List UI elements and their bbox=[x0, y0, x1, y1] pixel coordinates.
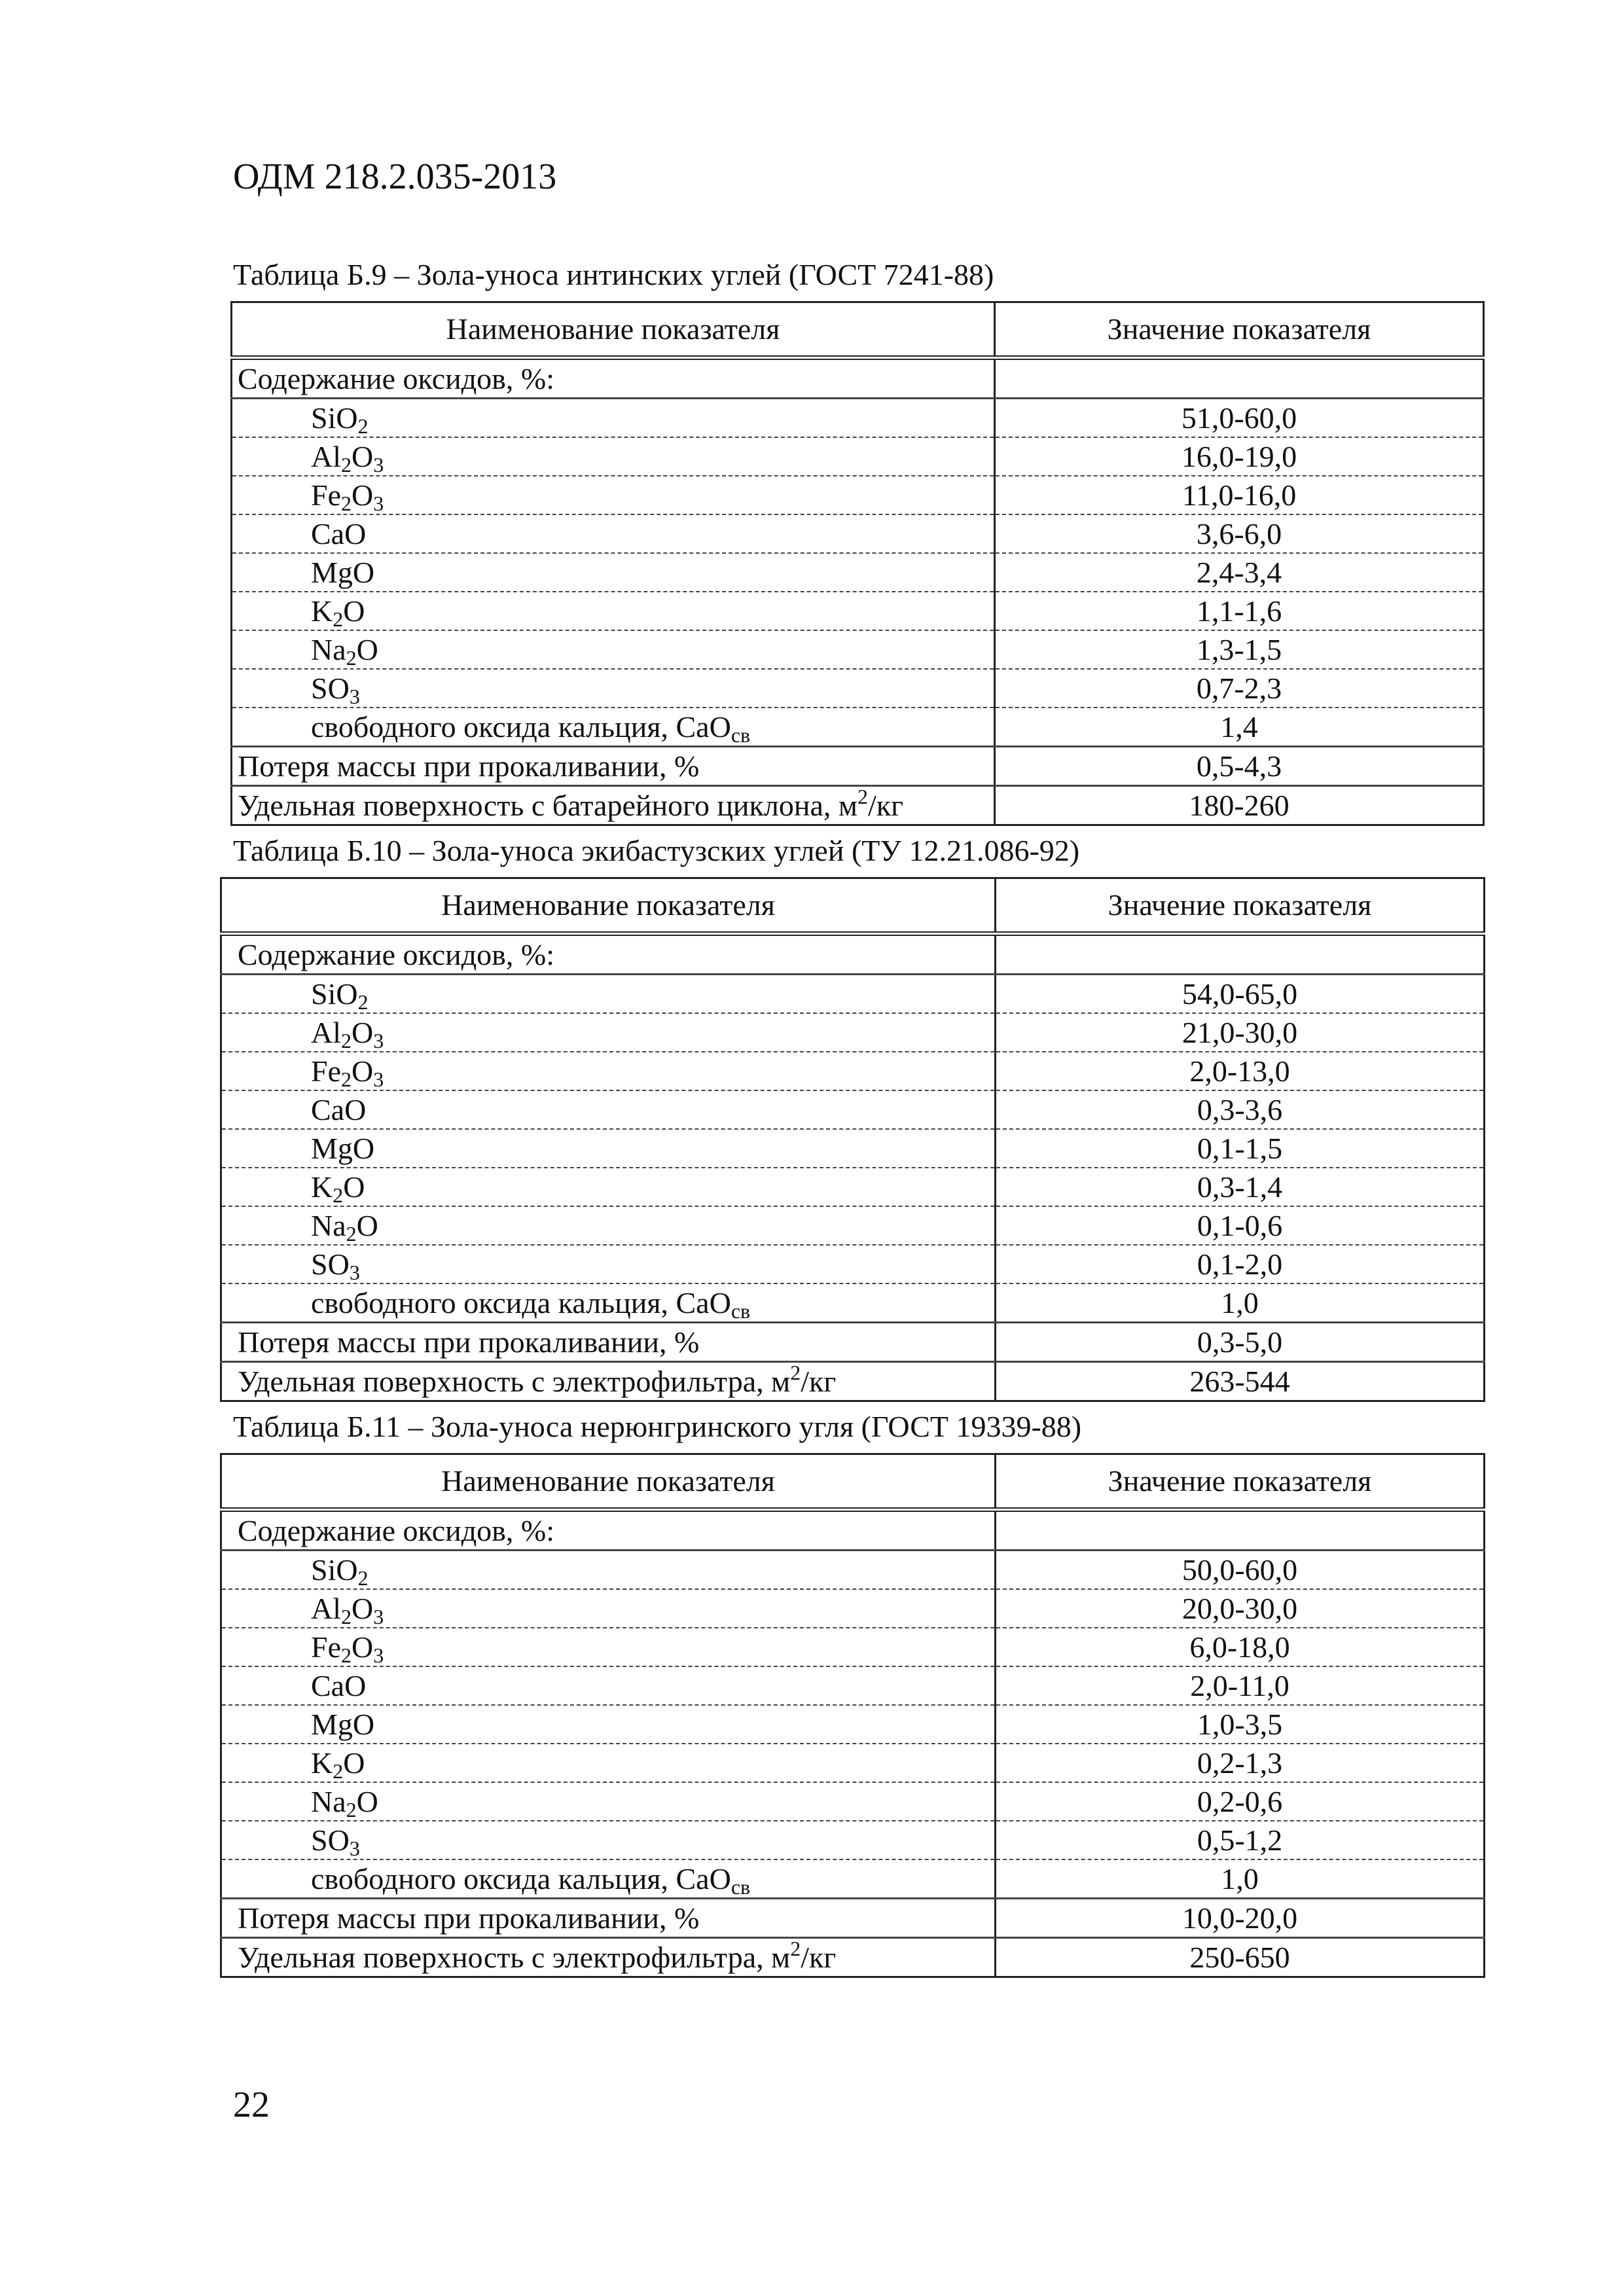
row-label-cao: CaO bbox=[232, 514, 995, 553]
row-value: 10,0-20,0 bbox=[996, 1899, 1485, 1938]
row-label-surface: Удельная поверхность с электрофильтра, $м^2/кг$ bbox=[221, 1362, 996, 1401]
row-label-al2o3: $Al_2O_3$ bbox=[221, 1013, 996, 1052]
header-row bbox=[232, 302, 1484, 358]
row-label-sio2: SiO$_2$ bbox=[221, 1551, 996, 1590]
row-label-k2o: $K_2O$ bbox=[221, 1168, 996, 1206]
table-row bbox=[221, 1551, 1485, 1590]
row-value: 0,5-4,3 bbox=[995, 747, 1484, 786]
row-value: 3,6-6,0 bbox=[995, 514, 1484, 553]
column-header-name: Наименование показателя bbox=[221, 1454, 996, 1510]
table-row bbox=[221, 1589, 1485, 1628]
table-row bbox=[232, 399, 1484, 438]
row-label-sio2: SiO$_2$ bbox=[221, 975, 996, 1014]
row-label-na2o: $Na_2O$ bbox=[221, 1206, 996, 1245]
column-header-value: Значение показателя bbox=[996, 1454, 1485, 1510]
table-row bbox=[221, 934, 1485, 975]
table-row bbox=[221, 1323, 1485, 1362]
row-value: 16,0-19,0 bbox=[995, 437, 1484, 476]
table-row bbox=[232, 708, 1484, 747]
oxides-heading: Содержание оксидов, %: bbox=[221, 934, 996, 975]
row-value: 0,1-2,0 bbox=[996, 1245, 1485, 1283]
table-row bbox=[221, 1705, 1485, 1744]
table-caption: Таблица Б.11 – Зола-уноса нерюнгринского угля (ГОСТ 19339-88) bbox=[233, 1410, 1082, 1443]
row-label-free-cao: свободного оксида кальция, CaO$_{св}$ bbox=[232, 708, 995, 747]
page-number: 22 bbox=[233, 2085, 270, 2125]
row-value: 0,7-2,3 bbox=[995, 669, 1484, 708]
table-b10-block bbox=[233, 833, 1485, 1402]
row-label-na2o: $Na_2O$ bbox=[221, 1782, 996, 1821]
row-value: 54,0-65,0 bbox=[996, 975, 1485, 1014]
column-header-name: Наименование показателя bbox=[232, 302, 995, 358]
row-label-mgo: MgO bbox=[221, 1129, 996, 1168]
row-value: 2,0-11,0 bbox=[996, 1666, 1485, 1705]
row-label-fe2o3: $Fe_2O_3$ bbox=[221, 1052, 996, 1090]
table-row bbox=[232, 747, 1484, 786]
row-label-k2o: $K_2O$ bbox=[232, 592, 995, 630]
row-value: 250-650 bbox=[996, 1938, 1485, 1977]
table-b11 bbox=[220, 1453, 1485, 1978]
row-label-so3: $SO_3$ bbox=[221, 1821, 996, 1859]
table-row bbox=[232, 592, 1484, 630]
row-label-fe2o3: $Fe_2O_3$ bbox=[221, 1628, 996, 1666]
column-header-value: Значение показателя bbox=[996, 878, 1485, 934]
row-value: 1,0-3,5 bbox=[996, 1705, 1485, 1744]
table-caption: Таблица Б.10 – Зола-уноса экибастузских углей (ТУ 12.21.086-92) bbox=[233, 834, 1080, 867]
row-label-cao: CaO bbox=[221, 1090, 996, 1129]
table-row bbox=[221, 1283, 1485, 1323]
row-label-surface: Удельная поверхность с электрофильтра, $м^2/кг$ bbox=[221, 1938, 996, 1977]
row-value: 11,0-16,0 bbox=[995, 476, 1484, 514]
header-row bbox=[221, 1454, 1485, 1510]
column-header-name: Наименование показателя bbox=[221, 878, 996, 934]
row-value: 6,0-18,0 bbox=[996, 1628, 1485, 1666]
row-value: 20,0-30,0 bbox=[996, 1589, 1485, 1628]
row-label-free-cao: свободного оксида кальция, CaO$_{св}$ bbox=[221, 1859, 996, 1899]
row-label-so3: $SO_3$ bbox=[232, 669, 995, 708]
row-value: 1,0 bbox=[996, 1283, 1485, 1323]
header-row bbox=[221, 878, 1485, 934]
row-value: 0,5-1,2 bbox=[996, 1821, 1485, 1859]
row-label-loss: Потеря массы при прокаливании, % bbox=[232, 747, 995, 786]
row-label-al2o3: $Al_2O_3$ bbox=[221, 1589, 996, 1628]
row-value: 0,3-5,0 bbox=[996, 1323, 1485, 1362]
table-row bbox=[221, 1206, 1485, 1245]
empty-cell bbox=[996, 1510, 1485, 1551]
row-label-k2o: $K_2O$ bbox=[221, 1744, 996, 1782]
row-value: 0,3-1,4 bbox=[996, 1168, 1485, 1206]
oxides-heading: Содержание оксидов, %: bbox=[221, 1510, 996, 1551]
table-row bbox=[221, 1245, 1485, 1283]
table-row bbox=[232, 476, 1484, 514]
document-code: ОДМ 218.2.035-2013 bbox=[233, 156, 557, 197]
table-row bbox=[221, 1899, 1485, 1938]
table-row bbox=[221, 1168, 1485, 1206]
row-value: 0,1-1,5 bbox=[996, 1129, 1485, 1168]
row-label-al2o3: $Al_2O_3$ bbox=[232, 437, 995, 476]
row-value: 50,0-60,0 bbox=[996, 1551, 1485, 1590]
table-b9-block bbox=[233, 257, 1485, 826]
row-value: 0,2-1,3 bbox=[996, 1744, 1485, 1782]
row-value: 1,3-1,5 bbox=[995, 630, 1484, 669]
table-row bbox=[221, 1628, 1485, 1666]
row-value: 1,0 bbox=[996, 1859, 1485, 1899]
table-row bbox=[232, 358, 1484, 399]
table-row bbox=[221, 975, 1485, 1014]
table-b11-block bbox=[233, 1408, 1485, 1978]
column-header-value: Значение показателя bbox=[995, 302, 1484, 358]
table-row bbox=[221, 1859, 1485, 1899]
row-value: 2,0-13,0 bbox=[996, 1052, 1485, 1090]
row-value: 2,4-3,4 bbox=[995, 553, 1484, 592]
row-label-free-cao: свободного оксида кальция, CaO$_{св}$ bbox=[221, 1283, 996, 1323]
row-label-cao: CaO bbox=[221, 1666, 996, 1705]
row-label-fe2o3: $Fe_2O_3$ bbox=[232, 476, 995, 514]
table-b9 bbox=[230, 301, 1485, 826]
row-value: 0,1-0,6 bbox=[996, 1206, 1485, 1245]
empty-cell bbox=[995, 358, 1484, 399]
table-row bbox=[221, 1821, 1485, 1859]
row-label-surface: Удельная поверхность с батарейного циклона, $м^2/кг$ bbox=[232, 786, 995, 825]
table-row bbox=[221, 1090, 1485, 1129]
row-label-so3: $SO_3$ bbox=[221, 1245, 996, 1283]
row-label-mgo: MgO bbox=[221, 1705, 996, 1744]
table-row bbox=[232, 786, 1484, 825]
row-label-sio2: SiO$_2$ bbox=[232, 399, 995, 438]
row-value: 0,2-0,6 bbox=[996, 1782, 1485, 1821]
table-row bbox=[232, 630, 1484, 669]
table-caption: Таблица Б.9 – Зола-уноса интинских углей (ГОСТ 7241-88) bbox=[233, 258, 994, 291]
row-value: 263-544 bbox=[996, 1362, 1485, 1401]
row-value: 21,0-30,0 bbox=[996, 1013, 1485, 1052]
table-row bbox=[221, 1052, 1485, 1090]
row-label-mgo: MgO bbox=[232, 553, 995, 592]
row-label-loss: Потеря массы при прокаливании, % bbox=[221, 1323, 996, 1362]
table-b10 bbox=[220, 877, 1485, 1402]
row-value: 1,1-1,6 bbox=[995, 592, 1484, 630]
row-value: 0,3-3,6 bbox=[996, 1090, 1485, 1129]
table-row bbox=[232, 437, 1484, 476]
table-row bbox=[221, 1666, 1485, 1705]
table-row bbox=[221, 1744, 1485, 1782]
table-row bbox=[232, 669, 1484, 708]
table-row bbox=[232, 553, 1484, 592]
row-label-loss: Потеря массы при прокаливании, % bbox=[221, 1899, 996, 1938]
row-value: 51,0-60,0 bbox=[995, 399, 1484, 438]
table-row bbox=[221, 1938, 1485, 1977]
table-row bbox=[221, 1782, 1485, 1821]
table-row bbox=[221, 1013, 1485, 1052]
row-label-na2o: $Na_2O$ bbox=[232, 630, 995, 669]
table-row bbox=[221, 1129, 1485, 1168]
table-row bbox=[221, 1362, 1485, 1401]
row-value: 180-260 bbox=[995, 786, 1484, 825]
empty-cell bbox=[996, 934, 1485, 975]
table-row bbox=[221, 1510, 1485, 1551]
table-row bbox=[232, 514, 1484, 553]
row-value: 1,4 bbox=[995, 708, 1484, 747]
oxides-heading: Содержание оксидов, %: bbox=[232, 358, 995, 399]
